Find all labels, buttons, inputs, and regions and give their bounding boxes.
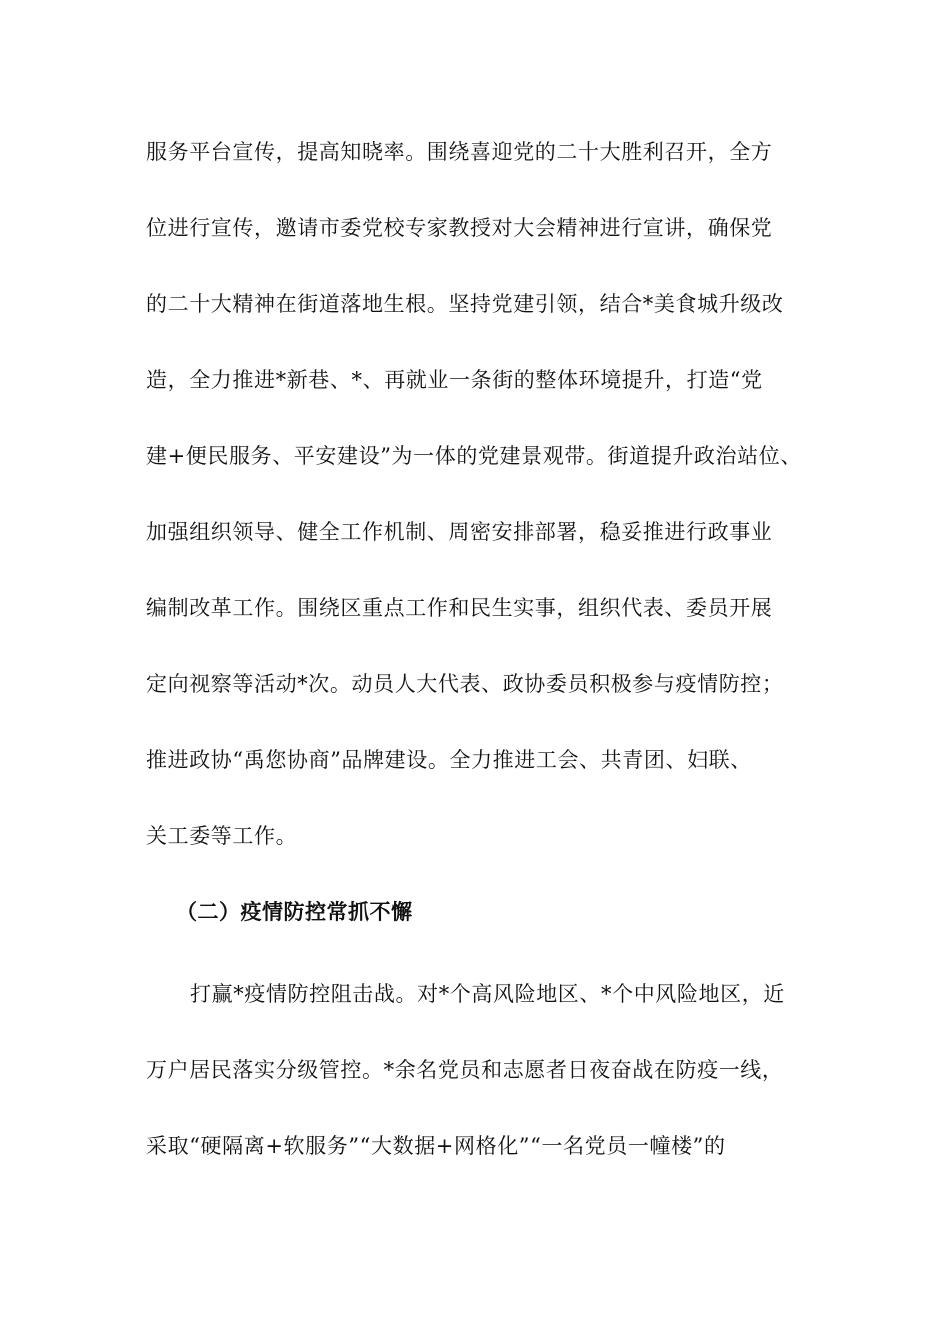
paragraph-line: 服务平台宣传，提高知晓率。围绕喜迎党的二十大胜利召开，全方 [146, 140, 773, 164]
paragraph-line: 推进政协“禹您协商”品牌建设。全力推进工会、共青团、妇联、 [146, 748, 752, 772]
paragraph-line: 建+便民服务、平安建设”为一体的党建景观带。街道提升政治站位、 [146, 444, 802, 468]
paragraph-line: 万户居民落实分级管控。*余名党员和志愿者日夜奋战在防疫一线， [146, 1058, 784, 1082]
section-heading: （二）疫情防控常抓不懈 [176, 900, 413, 924]
paragraph-line: 关工委等工作。 [146, 824, 298, 848]
paragraph-line: 编制改革工作。围绕区重点工作和民生实事，组织代表、委员开展 [146, 596, 773, 620]
paragraph-line: 采取“硬隔离+软服务”“大数据+网格化”“一名党员一幢楼”的 [146, 1134, 726, 1158]
paragraph-line: 的二十大精神在街道落地生根。坚持党建引领，结合*美食城升级改 [146, 292, 784, 316]
paragraph-line: 定向视察等活动*次。动员人大代表、政协委员积极参与疫情防控； [146, 672, 784, 696]
paragraph-line: 位进行宣传，邀请市委党校专家教授对大会精神进行宣讲，确保党 [146, 216, 773, 240]
paragraph-line: 打赢*疫情防控阻击战。对*个高风险地区、*个中风险地区，近 [190, 982, 785, 1006]
paragraph-line: 加强组织领导、健全工作机制、周密安排部署，稳妥推进行政事业 [146, 520, 773, 544]
paragraph-line: 造，全力推进*新巷、*、再就业一条街的整体环境提升，打造“党 [146, 368, 763, 392]
